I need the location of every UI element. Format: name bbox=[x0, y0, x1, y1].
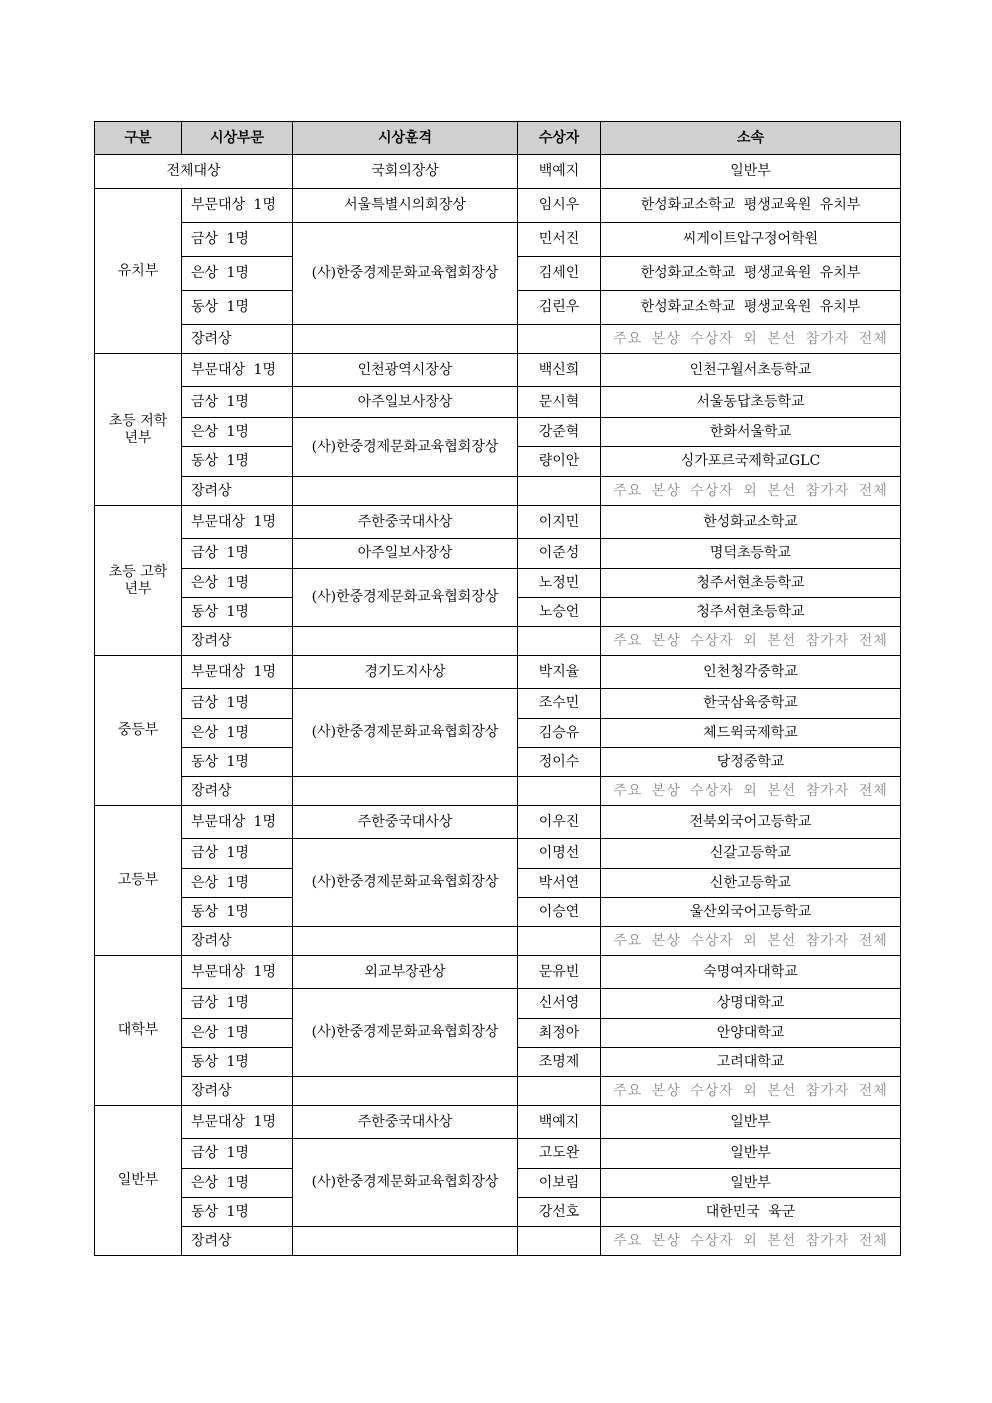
honor-cell bbox=[293, 777, 518, 806]
affiliation-cell: 한성화교소학교 평생교육원 유치부 bbox=[601, 257, 901, 291]
affiliation-cell: 일반부 bbox=[601, 1169, 901, 1198]
award-cell: 장려상 bbox=[182, 927, 293, 956]
award-cell: 장려상 bbox=[182, 627, 293, 656]
table-row bbox=[95, 956, 901, 989]
affiliation-cell: 한성화교소학교 평생교육원 유치부 bbox=[601, 189, 901, 223]
group-label: 중등부 bbox=[95, 656, 182, 806]
winner-cell: 백예지 bbox=[518, 1106, 601, 1139]
table-row bbox=[95, 354, 901, 387]
affiliation-cell: 대한민국 육군 bbox=[601, 1198, 901, 1227]
winner-cell: 신서영 bbox=[518, 989, 601, 1019]
affiliation-cell: 한성화교소학교 bbox=[601, 506, 901, 539]
winner-cell: 문시혁 bbox=[518, 387, 601, 418]
award-cell: 은상 1명 bbox=[182, 719, 293, 748]
award-cell: 동상 1명 bbox=[182, 748, 293, 777]
group-label-text: 초등 저학년부 bbox=[108, 412, 168, 446]
winner-cell bbox=[518, 1227, 601, 1256]
grand-prize-winner: 백예지 bbox=[518, 155, 601, 189]
affiliation-cell: 신한고등학교 bbox=[601, 869, 901, 898]
award-cell: 금상 1명 bbox=[182, 1139, 293, 1169]
header-affiliation: 소속 bbox=[601, 122, 901, 155]
honor-cell: 주한중국대사상 bbox=[293, 806, 518, 839]
table-row bbox=[95, 627, 901, 656]
group-label bbox=[95, 506, 182, 656]
honor-cell: (사)한중경제문화교육협회장상 bbox=[293, 839, 518, 927]
table-row bbox=[95, 506, 901, 539]
group-label-text: 초등 고학년부 bbox=[108, 563, 168, 597]
winner-cell: 노승언 bbox=[518, 598, 601, 627]
winner-cell bbox=[518, 627, 601, 656]
affiliation-note: 주요 본상 수상자 외 본선 참가자 전체 bbox=[601, 325, 901, 354]
affiliation-note: 주요 본상 수상자 외 본선 참가자 전체 bbox=[601, 1077, 901, 1106]
header-row bbox=[95, 122, 901, 155]
table-row bbox=[95, 189, 901, 223]
winner-cell bbox=[518, 325, 601, 354]
affiliation-cell: 인천구월서초등학교 bbox=[601, 354, 901, 387]
table-row bbox=[95, 806, 901, 839]
award-cell: 금상 1명 bbox=[182, 989, 293, 1019]
affiliation-cell: 한성화교소학교 평생교육원 유치부 bbox=[601, 291, 901, 325]
affiliation-cell: 전북외국어고등학교 bbox=[601, 806, 901, 839]
winner-cell: 박서연 bbox=[518, 869, 601, 898]
winner-cell: 량이안 bbox=[518, 447, 601, 477]
award-cell: 부문대상 1명 bbox=[182, 354, 293, 387]
grand-prize-affiliation: 일반부 bbox=[601, 155, 901, 189]
winner-cell bbox=[518, 927, 601, 956]
award-cell: 은상 1명 bbox=[182, 569, 293, 598]
award-cell: 부문대상 1명 bbox=[182, 189, 293, 223]
table-row bbox=[95, 656, 901, 689]
honor-cell: (사)한중경제문화교육협회장상 bbox=[293, 418, 518, 477]
honor-cell: 서울특별시의회장상 bbox=[293, 189, 518, 223]
honor-cell: 주한중국대사상 bbox=[293, 506, 518, 539]
winner-cell: 이우진 bbox=[518, 806, 601, 839]
honor-cell bbox=[293, 1227, 518, 1256]
winner-cell bbox=[518, 1077, 601, 1106]
award-cell: 금상 1명 bbox=[182, 387, 293, 418]
honor-cell bbox=[293, 1077, 518, 1106]
table-row bbox=[95, 1139, 901, 1169]
affiliation-cell: 명덕초등학교 bbox=[601, 539, 901, 569]
table-row bbox=[95, 839, 901, 869]
award-cell: 금상 1명 bbox=[182, 223, 293, 257]
winner-cell: 고도완 bbox=[518, 1139, 601, 1169]
affiliation-cell: 한국삼육중학교 bbox=[601, 689, 901, 719]
winner-cell bbox=[518, 477, 601, 506]
affiliation-cell: 한화서울학교 bbox=[601, 418, 901, 447]
affiliation-cell: 청주서현초등학교 bbox=[601, 598, 901, 627]
table-row bbox=[95, 689, 901, 719]
winner-cell: 민서진 bbox=[518, 223, 601, 257]
affiliation-cell: 서울동답초등학교 bbox=[601, 387, 901, 418]
award-cell: 부문대상 1명 bbox=[182, 506, 293, 539]
winner-cell: 이보림 bbox=[518, 1169, 601, 1198]
award-cell: 장려상 bbox=[182, 1227, 293, 1256]
header-award: 시상부문 bbox=[182, 122, 293, 155]
award-cell: 부문대상 1명 bbox=[182, 1106, 293, 1139]
group-label: 대학부 bbox=[95, 956, 182, 1106]
affiliation-cell: 신갈고등학교 bbox=[601, 839, 901, 869]
affiliation-cell: 인천청각중학교 bbox=[601, 656, 901, 689]
table-row bbox=[95, 927, 901, 956]
award-cell: 장려상 bbox=[182, 325, 293, 354]
award-cell: 동상 1명 bbox=[182, 447, 293, 477]
honor-cell: 외교부장관상 bbox=[293, 956, 518, 989]
honor-cell: 경기도지사상 bbox=[293, 656, 518, 689]
group-label: 유치부 bbox=[95, 189, 182, 354]
table-row bbox=[95, 777, 901, 806]
honor-cell bbox=[293, 325, 518, 354]
table-row bbox=[95, 418, 901, 447]
winner-cell: 조수민 bbox=[518, 689, 601, 719]
affiliation-cell: 안양대학교 bbox=[601, 1019, 901, 1048]
table-row bbox=[95, 387, 901, 418]
winner-cell: 정이수 bbox=[518, 748, 601, 777]
table-row bbox=[95, 477, 901, 506]
table-row bbox=[95, 1077, 901, 1106]
honor-cell: (사)한중경제문화교육협회장상 bbox=[293, 689, 518, 777]
table-row bbox=[95, 569, 901, 598]
award-cell: 장려상 bbox=[182, 1077, 293, 1106]
affiliation-cell: 상명대학교 bbox=[601, 989, 901, 1019]
award-cell: 동상 1명 bbox=[182, 898, 293, 927]
award-cell: 은상 1명 bbox=[182, 257, 293, 291]
award-cell: 장려상 bbox=[182, 777, 293, 806]
winner-cell: 최정아 bbox=[518, 1019, 601, 1048]
group-label bbox=[95, 354, 182, 506]
award-cell: 금상 1명 bbox=[182, 839, 293, 869]
winner-cell: 노정민 bbox=[518, 569, 601, 598]
award-cell: 부문대상 1명 bbox=[182, 656, 293, 689]
grand-prize-label: 전체대상 bbox=[95, 155, 293, 189]
award-cell: 은상 1명 bbox=[182, 1169, 293, 1198]
table-row bbox=[95, 223, 901, 257]
honor-cell bbox=[293, 627, 518, 656]
winner-cell: 이명선 bbox=[518, 839, 601, 869]
winner-cell: 이준성 bbox=[518, 539, 601, 569]
table-row bbox=[95, 1227, 901, 1256]
honor-cell: (사)한중경제문화교육협회장상 bbox=[293, 989, 518, 1077]
affiliation-cell: 당정중학교 bbox=[601, 748, 901, 777]
award-cell: 부문대상 1명 bbox=[182, 956, 293, 989]
honor-cell: (사)한중경제문화교육협회장상 bbox=[293, 569, 518, 627]
affiliation-cell: 체드윅국제학교 bbox=[601, 719, 901, 748]
winner-cell: 임시우 bbox=[518, 189, 601, 223]
award-cell: 은상 1명 bbox=[182, 1019, 293, 1048]
table-row bbox=[95, 989, 901, 1019]
affiliation-note: 주요 본상 수상자 외 본선 참가자 전체 bbox=[601, 1227, 901, 1256]
award-cell: 동상 1명 bbox=[182, 598, 293, 627]
award-cell: 은상 1명 bbox=[182, 418, 293, 447]
winner-cell: 김세인 bbox=[518, 257, 601, 291]
group-label: 고등부 bbox=[95, 806, 182, 956]
winner-cell: 조명제 bbox=[518, 1048, 601, 1077]
award-cell: 동상 1명 bbox=[182, 1048, 293, 1077]
winner-cell: 문유빈 bbox=[518, 956, 601, 989]
header-category: 구분 bbox=[95, 122, 182, 155]
award-cell: 금상 1명 bbox=[182, 689, 293, 719]
header-honor: 시상훈격 bbox=[293, 122, 518, 155]
award-cell: 은상 1명 bbox=[182, 869, 293, 898]
honor-cell: 아주일보사장상 bbox=[293, 387, 518, 418]
affiliation-note: 주요 본상 수상자 외 본선 참가자 전체 bbox=[601, 927, 901, 956]
affiliation-note: 주요 본상 수상자 외 본선 참가자 전체 bbox=[601, 627, 901, 656]
award-cell: 부문대상 1명 bbox=[182, 806, 293, 839]
grand-prize-honor: 국회의장상 bbox=[293, 155, 518, 189]
group-label: 일반부 bbox=[95, 1106, 182, 1256]
affiliation-cell: 씨게이트압구정어학원 bbox=[601, 223, 901, 257]
honor-cell bbox=[293, 927, 518, 956]
winner-cell bbox=[518, 777, 601, 806]
affiliation-cell: 청주서현초등학교 bbox=[601, 569, 901, 598]
award-cell: 금상 1명 bbox=[182, 539, 293, 569]
affiliation-cell: 싱가포르국제학교GLC bbox=[601, 447, 901, 477]
affiliation-cell: 일반부 bbox=[601, 1139, 901, 1169]
honor-cell: 주한중국대사상 bbox=[293, 1106, 518, 1139]
affiliation-cell: 숙명여자대학교 bbox=[601, 956, 901, 989]
award-cell: 동상 1명 bbox=[182, 1198, 293, 1227]
winner-cell: 백신희 bbox=[518, 354, 601, 387]
affiliation-note: 주요 본상 수상자 외 본선 참가자 전체 bbox=[601, 777, 901, 806]
affiliation-note: 주요 본상 수상자 외 본선 참가자 전체 bbox=[601, 477, 901, 506]
winner-cell: 강준혁 bbox=[518, 418, 601, 447]
honor-cell: (사)한중경제문화교육협회장상 bbox=[293, 1139, 518, 1227]
award-cell: 장려상 bbox=[182, 477, 293, 506]
affiliation-cell: 일반부 bbox=[601, 1106, 901, 1139]
affiliation-cell: 울산외국어고등학교 bbox=[601, 898, 901, 927]
grand-prize-row bbox=[95, 155, 901, 189]
honor-cell: 아주일보사장상 bbox=[293, 539, 518, 569]
winner-cell: 김린우 bbox=[518, 291, 601, 325]
table-row bbox=[95, 1106, 901, 1139]
winner-cell: 김승유 bbox=[518, 719, 601, 748]
table-row bbox=[95, 325, 901, 354]
header-winner: 수상자 bbox=[518, 122, 601, 155]
award-cell: 동상 1명 bbox=[182, 291, 293, 325]
honor-cell bbox=[293, 477, 518, 506]
awards-table bbox=[94, 121, 901, 1256]
winner-cell: 강선호 bbox=[518, 1198, 601, 1227]
winner-cell: 이지민 bbox=[518, 506, 601, 539]
table-row bbox=[95, 539, 901, 569]
honor-cell: (사)한중경제문화교육협회장상 bbox=[293, 223, 518, 325]
winner-cell: 이승연 bbox=[518, 898, 601, 927]
affiliation-cell: 고려대학교 bbox=[601, 1048, 901, 1077]
winner-cell: 박지율 bbox=[518, 656, 601, 689]
honor-cell: 인천광역시장상 bbox=[293, 354, 518, 387]
